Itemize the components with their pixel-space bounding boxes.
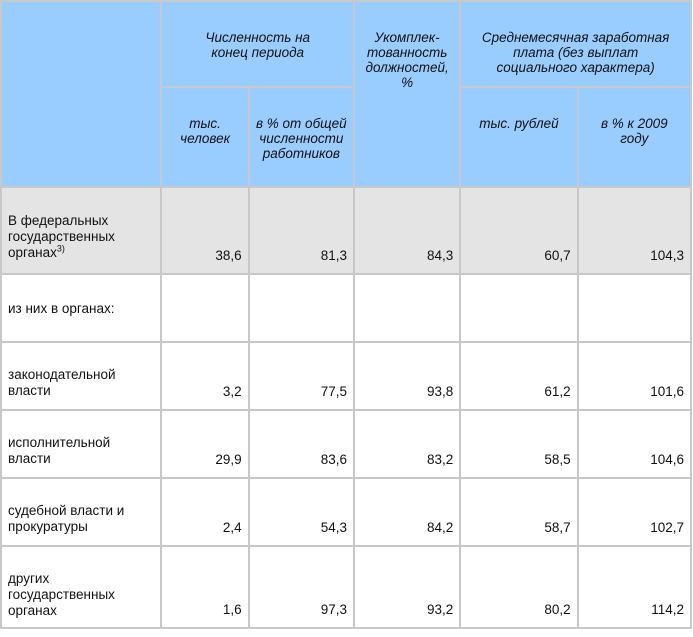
cell-salary-rubles: 58,7 — [461, 479, 576, 545]
row-label-text: из них в органах: — [8, 301, 115, 316]
header-headcount-thousand-text: тыс. человек — [180, 116, 230, 146]
header-staffing-text: Укомплек- тованность должностей, % — [365, 30, 449, 90]
header-row-1 — [2, 2, 690, 86]
header-salary-percent-text: в % к 2009 году — [600, 116, 668, 146]
cell-headcount-percent: 54,3 — [250, 479, 353, 545]
table-row-other — [2, 547, 690, 627]
header-headcount-text: Численность на конец периода — [205, 30, 311, 60]
cell-headcount-percent: 77,5 — [250, 343, 353, 409]
header-headcount-percent-text: в % от общей численности работников — [256, 116, 347, 161]
cell-empty — [355, 275, 459, 341]
row-label — [2, 479, 160, 545]
row-label — [2, 411, 160, 477]
row-label-text: судебной власти и прокуратуры — [8, 503, 125, 534]
table-row-federal — [2, 188, 690, 273]
cell-headcount-thousand: 3,2 — [162, 343, 247, 409]
cell-salary-percent: 104,3 — [579, 188, 690, 273]
header-headcount-percent — [250, 88, 353, 186]
table-row-legislative — [2, 343, 690, 409]
footnote-marker: 3) — [56, 243, 65, 254]
cell-salary-percent: 101,6 — [579, 343, 690, 409]
row-label-text: исполнительной власти — [8, 435, 111, 466]
cell-salary-percent: 114,2 — [579, 547, 690, 627]
row-label-text: других государственных органах — [8, 571, 115, 618]
cell-salary-rubles: 58,5 — [461, 411, 576, 477]
header-salary-text: Среднемесячная заработная плата (без выплат социального характера) — [481, 30, 670, 75]
row-label — [2, 343, 160, 409]
cell-salary-percent: 104,6 — [579, 411, 690, 477]
table-row-executive — [2, 411, 690, 477]
cell-headcount-thousand: 29,9 — [162, 411, 247, 477]
cell-headcount-percent: 83,6 — [250, 411, 353, 477]
cell-salary-rubles: 80,2 — [461, 547, 576, 627]
header-salary — [461, 2, 690, 86]
row-label-text: В федеральных государственных органах — [8, 213, 115, 260]
cell-headcount-percent: 81,3 — [250, 188, 353, 273]
cell-headcount-thousand: 2,4 — [162, 479, 247, 545]
cell-headcount-thousand: 1,6 — [162, 547, 247, 627]
cell-staffing: 83,2 — [355, 411, 459, 477]
cell-headcount-percent: 97,3 — [250, 547, 353, 627]
cell-staffing: 93,8 — [355, 343, 459, 409]
header-salary-rubles-text: тыс. рублей — [479, 116, 559, 131]
cell-salary-percent: 102,7 — [579, 479, 690, 545]
header-corner-cell — [2, 2, 160, 186]
header-staffing — [355, 2, 459, 186]
cell-staffing: 84,2 — [355, 479, 459, 545]
header-headcount-thousand — [162, 88, 247, 186]
row-label — [2, 275, 160, 341]
row-label-text: законодательной власти — [8, 367, 116, 398]
cell-salary-rubles: 60,7 — [461, 188, 576, 273]
cell-staffing: 93,2 — [355, 547, 459, 627]
cell-salary-rubles: 61,2 — [461, 343, 576, 409]
cell-empty — [162, 275, 247, 341]
cell-staffing: 84,3 — [355, 188, 459, 273]
row-label — [2, 188, 160, 273]
cell-empty — [250, 275, 353, 341]
cell-empty — [579, 275, 690, 341]
header-headcount — [162, 2, 353, 86]
cell-empty — [461, 275, 576, 341]
table-row-subheading — [2, 275, 690, 341]
header-salary-percent — [579, 88, 690, 186]
header-salary-rubles — [461, 88, 576, 186]
row-label — [2, 547, 160, 627]
cell-headcount-thousand: 38,6 — [162, 188, 247, 273]
table-row-judicial — [2, 479, 690, 545]
